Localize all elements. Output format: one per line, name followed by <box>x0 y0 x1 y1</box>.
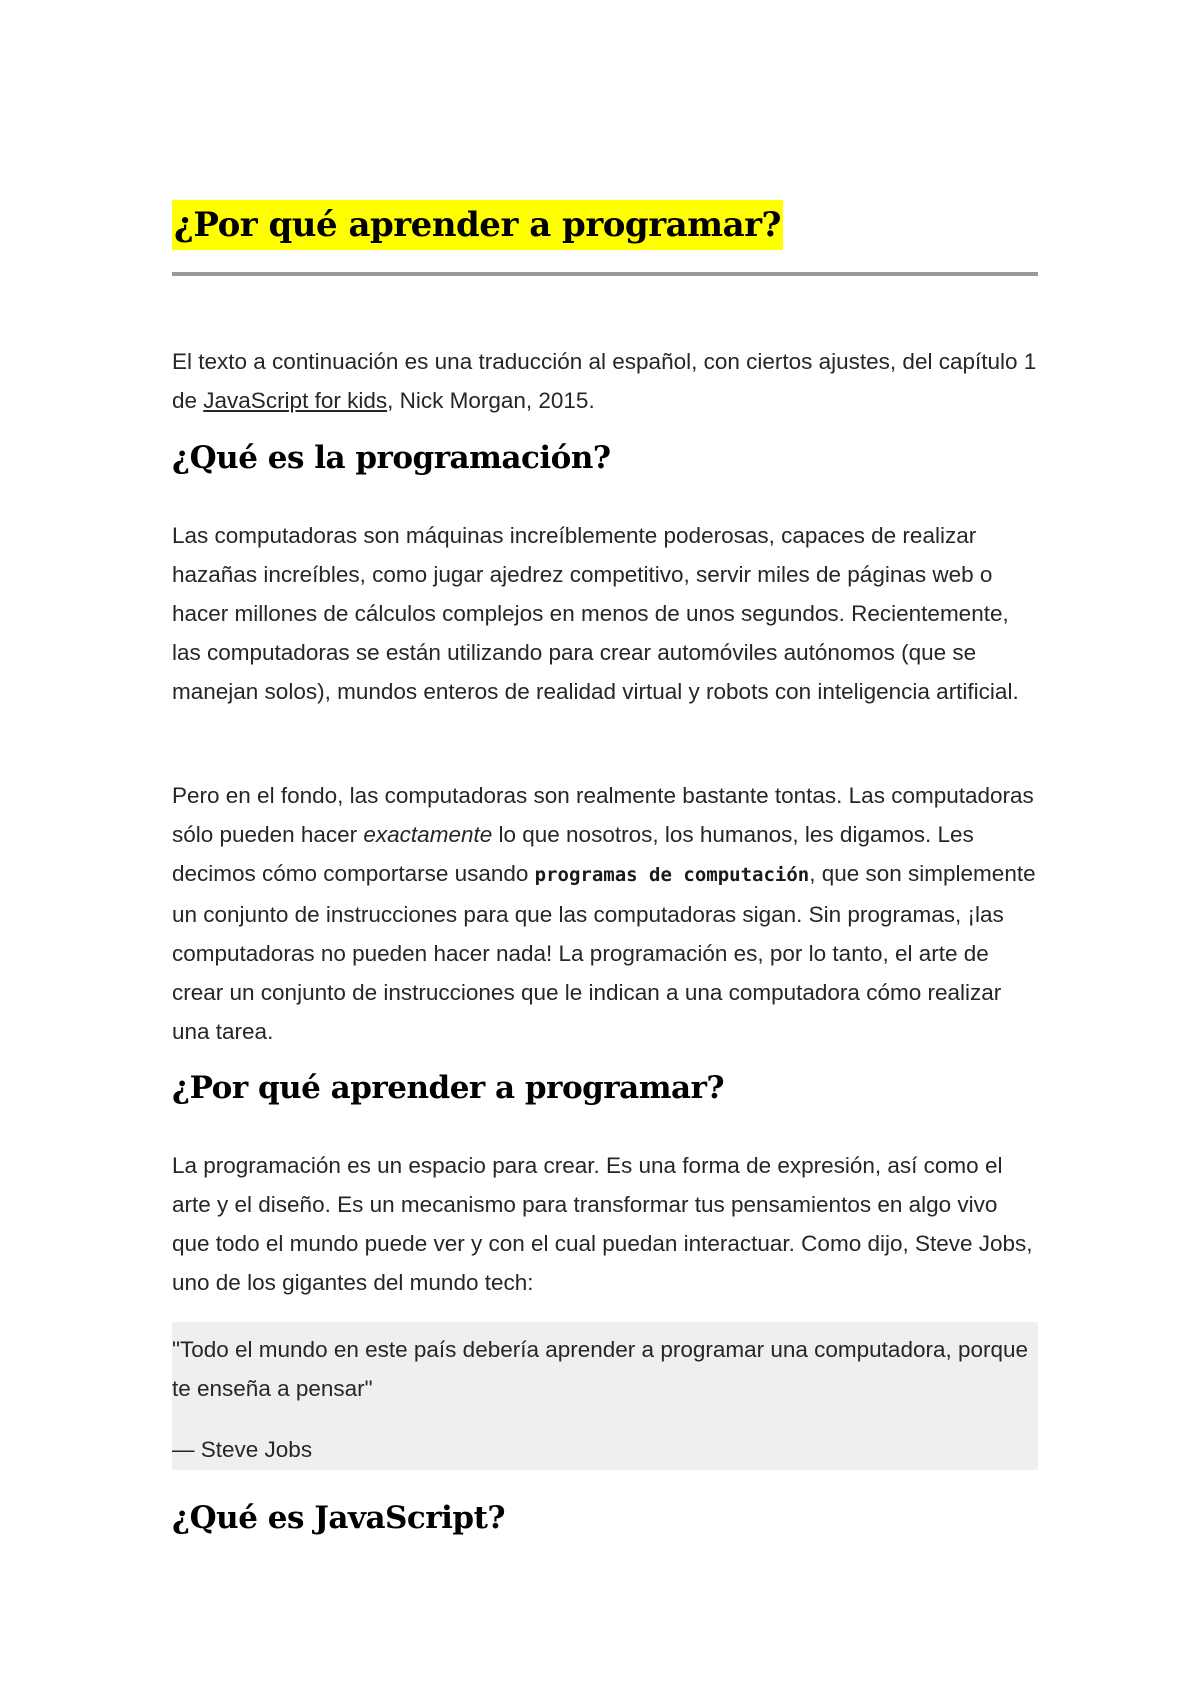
intro-text-before-link: El texto a continuación es una traducción al español, con ciertos ajustes, del capítulo 1 de <box>172 349 1037 413</box>
paragraph2-part3: , que son simplemente un conjunto de instrucciones para que las computadoras sigan. Sin programas, ¡las computadoras no pueden hacer nada! La programación es, por lo tanto, el arte de crear un conjunto de instrucciones que le indican a una computadora cómo realizar una tarea. <box>172 861 1036 1044</box>
javascript-for-kids-link[interactable]: JavaScript for kids <box>203 388 388 413</box>
section-why-learn-body <box>172 1146 1038 1302</box>
section-what-is-programming-body-2 <box>172 776 1038 1051</box>
section-what-is-javascript <box>172 1496 1038 1540</box>
paragraph-computers-dumb <box>172 776 1038 1051</box>
steve-jobs-quote <box>172 1322 1038 1470</box>
title-divider <box>172 272 1038 276</box>
quote-text: "Todo el mundo en este país debería aprender a programar una computadora, porque te enseña a pensar" <box>172 1337 1029 1401</box>
paragraph-programming-space: La programación es un espacio para crear. Es una forma de expresión, así como el arte y el diseño. Es un mecanismo para transformar tus pensamientos en algo vivo que todo el mundo puede ver y con el cual puedan interactuar. Como dijo, Steve Jobs, uno de los gigantes del mundo tech: <box>172 1153 1033 1295</box>
paragraph2-code: programas de computación <box>534 864 810 886</box>
paragraph2-italic: exactamente <box>363 822 493 847</box>
quote-attribution: — Steve Jobs <box>172 1437 313 1462</box>
section-heading-what-is-javascript: ¿Qué es JavaScript? <box>172 1500 506 1536</box>
section-heading-what-is-programming: ¿Qué es la programación? <box>172 440 611 476</box>
page-title: ¿Por qué aprender a programar? <box>172 200 783 250</box>
intro-paragraph <box>172 342 1038 420</box>
intro-block <box>172 342 1038 420</box>
section-what-is-programming-body <box>172 516 1038 711</box>
paragraph-computers-powerful: Las computadoras son máquinas increíblemente poderosas, capaces de realizar hazañas increíbles, como jugar ajedrez competitivo, servir miles de páginas web o hacer millones de cálculos complejos en menos de unos segundos. Recientemente, las computadoras se están utilizando para crear automóviles autónomos (que se manejan solos), mundos enteros de realidad virtual y robots con inteligencia artificial. <box>172 523 1019 704</box>
section-what-is-programming <box>172 436 1038 480</box>
title-container <box>172 200 783 250</box>
paragraph2-part2: lo que nosotros, los humanos, les digamos. Les decimos cómo comportarse usando <box>172 822 974 886</box>
section-heading-why-learn: ¿Por qué aprender a programar? <box>172 1070 725 1106</box>
section-why-learn <box>172 1066 1038 1110</box>
intro-text-after-link: , Nick Morgan, 2015. <box>387 388 595 413</box>
paragraph2-part1: Pero en el fondo, las computadoras son realmente bastante tontas. Las computadoras sólo pueden hacer <box>172 783 1034 847</box>
